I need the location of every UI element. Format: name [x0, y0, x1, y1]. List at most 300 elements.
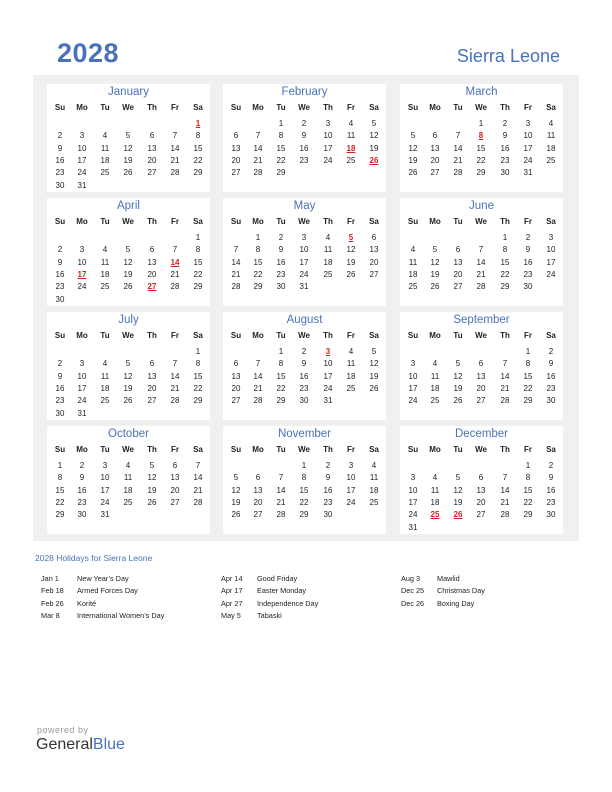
day-cell: 11: [100, 371, 110, 381]
day-cell: 8: [278, 359, 284, 369]
day-cell: 27: [147, 168, 157, 178]
day-cell: 15: [193, 257, 203, 267]
day-cell: 19: [453, 497, 463, 507]
weekday-header: Su: [230, 217, 242, 226]
day-cell: 20: [369, 257, 379, 267]
day-cell: 23: [523, 269, 533, 279]
year-title: 2028: [57, 38, 120, 68]
day-cell: 18: [546, 143, 556, 153]
day-cell: 21: [253, 383, 263, 393]
day-cell: 7: [502, 473, 508, 483]
weekday-header: We: [298, 103, 310, 112]
weekday-header: Th: [500, 445, 510, 454]
day-cell: 20: [147, 383, 157, 393]
day-cell: 14: [193, 473, 203, 483]
holiday-day-cell: 8: [478, 131, 484, 141]
day-cell: 16: [299, 371, 309, 381]
day-cell: 3: [102, 461, 108, 470]
day-cell: 13: [147, 371, 157, 381]
day-cell: 5: [455, 473, 461, 483]
day-cell: 27: [369, 269, 379, 279]
day-cell: 14: [476, 257, 486, 267]
holiday-date: Apr 17: [221, 586, 243, 596]
day-cell: 22: [193, 155, 203, 165]
day-cell: 10: [77, 371, 87, 381]
day-cell: 12: [369, 131, 379, 141]
holiday-date: Dec 26: [401, 598, 425, 608]
weekday-header: Su: [407, 217, 419, 226]
holiday-row: [221, 586, 318, 598]
weekday-header: Mo: [429, 103, 441, 112]
day-cell: 20: [476, 497, 486, 507]
day-cell: 5: [125, 359, 131, 369]
holiday-name: Korité: [77, 598, 97, 608]
day-cell: 15: [523, 371, 533, 381]
day-cell: 16: [77, 485, 87, 495]
day-cell: 2: [301, 119, 307, 128]
day-cell: 6: [172, 461, 178, 470]
day-cell: 13: [147, 143, 157, 153]
day-cell: 9: [502, 131, 508, 141]
day-cell: 30: [546, 396, 556, 406]
weekday-header: Th: [147, 217, 157, 226]
day-cell: 30: [546, 510, 556, 520]
day-cell: 19: [430, 269, 440, 279]
day-cell: 24: [408, 396, 418, 406]
weekday-header: Fr: [524, 445, 532, 454]
day-cell: 10: [323, 131, 333, 141]
day-cell: 24: [523, 155, 533, 165]
day-cell: 15: [523, 485, 533, 495]
day-cell: 4: [432, 473, 438, 483]
weekday-header: We: [122, 217, 134, 226]
month-name: March: [465, 86, 498, 98]
weekday-header: Fr: [347, 217, 355, 226]
month-september: [400, 312, 563, 420]
day-cell: 19: [369, 371, 379, 381]
weekday-header: Fr: [347, 331, 355, 340]
day-cell: 19: [123, 155, 133, 165]
holiday-column: [221, 574, 318, 623]
weekday-header: Th: [500, 103, 510, 112]
weekday-header: Sa: [193, 103, 203, 112]
day-cell: 23: [546, 383, 556, 393]
day-cell: 22: [523, 383, 533, 393]
day-cell: 4: [348, 119, 354, 128]
day-cell: 22: [476, 155, 486, 165]
day-cell: 11: [346, 359, 356, 369]
day-cell: 30: [55, 408, 65, 418]
month-name: May: [293, 200, 316, 212]
day-cell: 7: [172, 245, 178, 255]
day-cell: 1: [195, 347, 201, 356]
weekday-header: Fr: [171, 103, 179, 112]
weekday-header: Th: [500, 331, 510, 340]
brand-general: General: [36, 736, 93, 753]
month-december: [400, 426, 563, 534]
day-cell: 18: [430, 383, 440, 393]
day-cell: 3: [348, 461, 354, 470]
day-cell: 29: [523, 510, 533, 520]
day-cell: 10: [408, 485, 418, 495]
month-name: January: [108, 86, 149, 98]
day-cell: 23: [276, 269, 286, 279]
day-cell: 25: [346, 383, 356, 393]
day-cell: 20: [430, 155, 440, 165]
holiday-name: Tabaski: [257, 610, 282, 620]
day-cell: 2: [79, 461, 85, 470]
day-cell: 1: [278, 119, 284, 128]
day-cell: 17: [323, 371, 333, 381]
day-cell: 31: [323, 396, 333, 406]
day-cell: 12: [346, 245, 356, 255]
month-january: [47, 84, 210, 192]
holiday-date: Mar 8: [41, 610, 60, 620]
day-cell: 31: [77, 408, 87, 418]
day-cell: 6: [478, 473, 484, 483]
weekday-header: Tu: [100, 103, 110, 112]
weekday-header: Su: [407, 445, 419, 454]
day-cell: 29: [253, 282, 263, 292]
day-cell: 7: [233, 245, 239, 255]
day-cell: 26: [147, 497, 157, 507]
day-cell: 20: [253, 497, 263, 507]
weekday-header: Sa: [193, 217, 203, 226]
day-cell: 23: [299, 155, 309, 165]
weekday-header: We: [298, 217, 310, 226]
holiday-row: [41, 599, 164, 611]
day-cell: 28: [231, 282, 241, 292]
day-cell: 7: [172, 359, 178, 369]
day-cell: 14: [231, 257, 241, 267]
weekday-header: Tu: [100, 445, 110, 454]
day-cell: 20: [231, 383, 241, 393]
weekday-header: Sa: [369, 445, 379, 454]
day-cell: 29: [276, 168, 286, 178]
weekday-header: Mo: [76, 103, 88, 112]
day-cell: 9: [57, 371, 63, 381]
day-cell: 31: [77, 180, 87, 190]
day-cell: 20: [231, 155, 241, 165]
weekday-header: Fr: [347, 103, 355, 112]
day-cell: 5: [125, 245, 131, 255]
day-cell: 24: [100, 497, 110, 507]
day-cell: 6: [478, 359, 484, 369]
holiday-day-cell: 18: [346, 143, 356, 153]
weekday-header: Su: [54, 445, 66, 454]
day-cell: 15: [193, 371, 203, 381]
day-cell: 5: [455, 359, 461, 369]
day-cell: 8: [195, 359, 201, 369]
day-cell: 5: [410, 131, 416, 141]
day-cell: 21: [500, 383, 510, 393]
holiday-name: International Women’s Day: [77, 610, 165, 620]
day-cell: 3: [548, 233, 554, 242]
day-cell: 21: [253, 155, 263, 165]
day-cell: 16: [546, 371, 556, 381]
holiday-name: Mawlid: [437, 574, 460, 583]
day-cell: 12: [453, 371, 463, 381]
day-cell: 1: [255, 233, 261, 242]
day-cell: 17: [299, 257, 309, 267]
day-cell: 30: [77, 510, 87, 520]
weekday-header: Su: [407, 103, 419, 112]
weekday-header: We: [475, 331, 487, 340]
weekday-header: Tu: [276, 103, 286, 112]
holiday-date: Feb 26: [41, 598, 64, 608]
holiday-day-cell: 3: [325, 347, 331, 356]
day-cell: 21: [453, 155, 463, 165]
day-cell: 20: [147, 155, 157, 165]
weekday-header: Fr: [524, 103, 532, 112]
day-cell: 20: [170, 485, 180, 495]
day-cell: 26: [123, 282, 133, 292]
day-cell: 10: [546, 245, 556, 255]
day-cell: 10: [323, 359, 333, 369]
month-april: [47, 198, 210, 306]
weekday-header: We: [122, 103, 134, 112]
day-cell: 17: [346, 485, 356, 495]
weekday-header: Mo: [429, 445, 441, 454]
day-cell: 14: [253, 371, 263, 381]
weekday-header: Fr: [524, 331, 532, 340]
day-cell: 11: [123, 473, 133, 483]
day-cell: 1: [195, 233, 201, 242]
day-cell: 22: [500, 269, 510, 279]
day-cell: 11: [430, 485, 440, 495]
weekday-header: Mo: [76, 217, 88, 226]
day-cell: 12: [123, 143, 133, 153]
day-cell: 28: [253, 168, 263, 178]
day-cell: 29: [193, 396, 203, 406]
day-cell: 16: [500, 143, 510, 153]
day-cell: 21: [276, 497, 286, 507]
day-cell: 19: [453, 383, 463, 393]
holiday-day-cell: 1: [195, 119, 201, 128]
month-name: February: [281, 86, 328, 98]
day-cell: 17: [77, 383, 87, 393]
holiday-day-cell: 27: [147, 282, 157, 292]
holiday-day-cell: 17: [77, 269, 87, 279]
day-cell: 31: [523, 168, 533, 178]
day-cell: 11: [408, 257, 418, 267]
holiday-row: [221, 599, 318, 611]
day-cell: 4: [102, 131, 108, 141]
day-cell: 16: [55, 269, 65, 279]
day-cell: 12: [430, 257, 440, 267]
day-cell: 1: [525, 461, 531, 470]
day-cell: 26: [408, 168, 418, 178]
day-cell: 18: [369, 485, 379, 495]
day-cell: 1: [525, 347, 531, 356]
holiday-row: [401, 599, 485, 611]
weekday-header: Tu: [453, 331, 463, 340]
day-cell: 26: [123, 396, 133, 406]
weekday-header: Mo: [252, 103, 264, 112]
day-cell: 30: [323, 510, 333, 520]
day-cell: 23: [77, 497, 87, 507]
day-cell: 15: [276, 143, 286, 153]
day-cell: 20: [453, 269, 463, 279]
day-cell: 30: [500, 168, 510, 178]
day-cell: 13: [170, 473, 180, 483]
day-cell: 11: [100, 143, 110, 153]
month-name: October: [108, 428, 149, 440]
day-cell: 21: [170, 155, 180, 165]
day-cell: 8: [301, 473, 307, 483]
day-cell: 16: [523, 257, 533, 267]
day-cell: 3: [410, 359, 416, 369]
calendar-panel: [33, 75, 579, 541]
day-cell: 30: [299, 396, 309, 406]
day-cell: 2: [278, 233, 284, 242]
day-cell: 9: [301, 359, 307, 369]
day-cell: 17: [100, 485, 110, 495]
day-cell: 23: [55, 168, 65, 178]
day-cell: 2: [57, 245, 63, 255]
day-cell: 5: [149, 461, 155, 470]
day-cell: 19: [123, 269, 133, 279]
day-cell: 30: [55, 180, 65, 190]
day-cell: 1: [278, 347, 284, 356]
holiday-date: Apr 14: [221, 574, 243, 583]
weekday-header: Sa: [546, 103, 556, 112]
day-cell: 15: [193, 143, 203, 153]
day-cell: 9: [525, 245, 531, 255]
day-cell: 17: [323, 143, 333, 153]
day-cell: 5: [233, 473, 239, 483]
day-cell: 16: [276, 257, 286, 267]
holiday-name: Armed Forces Day: [77, 586, 138, 596]
day-cell: 30: [276, 282, 286, 292]
weekday-header: Mo: [429, 217, 441, 226]
weekday-header: Mo: [252, 445, 264, 454]
day-cell: 26: [430, 282, 440, 292]
day-cell: 22: [193, 383, 203, 393]
day-cell: 13: [476, 485, 486, 495]
month-name: August: [286, 314, 323, 326]
weekday-header: Sa: [546, 217, 556, 226]
day-cell: 1: [301, 461, 307, 470]
day-cell: 22: [55, 497, 65, 507]
day-cell: 27: [430, 168, 440, 178]
holiday-day-cell: 5: [348, 233, 354, 242]
day-cell: 10: [100, 473, 110, 483]
day-cell: 21: [170, 383, 180, 393]
day-cell: 7: [278, 473, 284, 483]
day-cell: 1: [502, 233, 508, 242]
day-cell: 29: [476, 168, 486, 178]
day-cell: 26: [369, 383, 379, 393]
day-cell: 24: [299, 269, 309, 279]
day-cell: 7: [255, 131, 261, 141]
day-cell: 10: [77, 257, 87, 267]
month-july: [47, 312, 210, 420]
day-cell: 30: [55, 294, 65, 304]
brand-blue: Blue: [92, 736, 125, 753]
day-cell: 27: [231, 168, 241, 178]
day-cell: 26: [453, 396, 463, 406]
holiday-day-cell: 14: [170, 257, 180, 267]
day-cell: 26: [123, 168, 133, 178]
day-cell: 25: [100, 168, 110, 178]
day-cell: 8: [525, 359, 531, 369]
day-cell: 4: [102, 359, 108, 369]
day-cell: 28: [453, 168, 463, 178]
weekday-header: Sa: [193, 331, 203, 340]
weekday-header: Su: [230, 103, 242, 112]
day-cell: 17: [408, 497, 418, 507]
day-cell: 28: [253, 396, 263, 406]
day-cell: 24: [323, 383, 333, 393]
weekday-header: Tu: [100, 217, 110, 226]
day-cell: 6: [432, 131, 438, 141]
holiday-day-cell: 25: [430, 510, 440, 520]
day-cell: 29: [193, 168, 203, 178]
day-cell: 22: [276, 155, 286, 165]
day-cell: 28: [500, 396, 510, 406]
day-cell: 12: [408, 143, 418, 153]
day-cell: 9: [57, 257, 63, 267]
day-cell: 26: [231, 510, 241, 520]
holiday-name: Christmas Day: [437, 586, 485, 596]
weekday-header: Sa: [546, 331, 556, 340]
day-cell: 13: [430, 143, 440, 153]
weekday-header: Sa: [546, 445, 556, 454]
day-cell: 16: [55, 383, 65, 393]
day-cell: 2: [548, 347, 554, 356]
day-cell: 15: [276, 371, 286, 381]
day-cell: 24: [346, 497, 356, 507]
weekday-header: Tu: [276, 331, 286, 340]
day-cell: 3: [79, 359, 85, 369]
day-cell: 22: [253, 269, 263, 279]
holiday-row: [221, 611, 318, 623]
day-cell: 27: [253, 510, 263, 520]
month-name: December: [454, 428, 509, 440]
day-cell: 6: [149, 359, 155, 369]
day-cell: 16: [546, 485, 556, 495]
weekday-header: Tu: [453, 217, 463, 226]
month-february: [223, 84, 386, 192]
day-cell: 14: [500, 485, 510, 495]
weekday-header: Mo: [76, 445, 88, 454]
month-name: July: [118, 314, 139, 326]
day-cell: 5: [125, 131, 131, 141]
day-cell: 18: [346, 371, 356, 381]
day-cell: 25: [430, 396, 440, 406]
day-cell: 19: [231, 497, 241, 507]
weekday-header: Fr: [171, 331, 179, 340]
day-cell: 7: [502, 359, 508, 369]
holiday-date: May 5: [221, 610, 241, 620]
day-cell: 21: [170, 269, 180, 279]
day-cell: 7: [172, 131, 178, 141]
day-cell: 6: [371, 233, 377, 242]
day-cell: 15: [55, 485, 65, 495]
holiday-day-cell: 26: [453, 510, 463, 520]
day-cell: 8: [278, 131, 284, 141]
day-cell: 12: [123, 371, 133, 381]
day-cell: 8: [255, 245, 261, 255]
day-cell: 8: [195, 245, 201, 255]
day-cell: 10: [299, 245, 309, 255]
day-cell: 28: [170, 282, 180, 292]
month-name: September: [453, 314, 510, 326]
day-cell: 4: [371, 461, 377, 470]
day-cell: 21: [476, 269, 486, 279]
day-cell: 23: [546, 497, 556, 507]
